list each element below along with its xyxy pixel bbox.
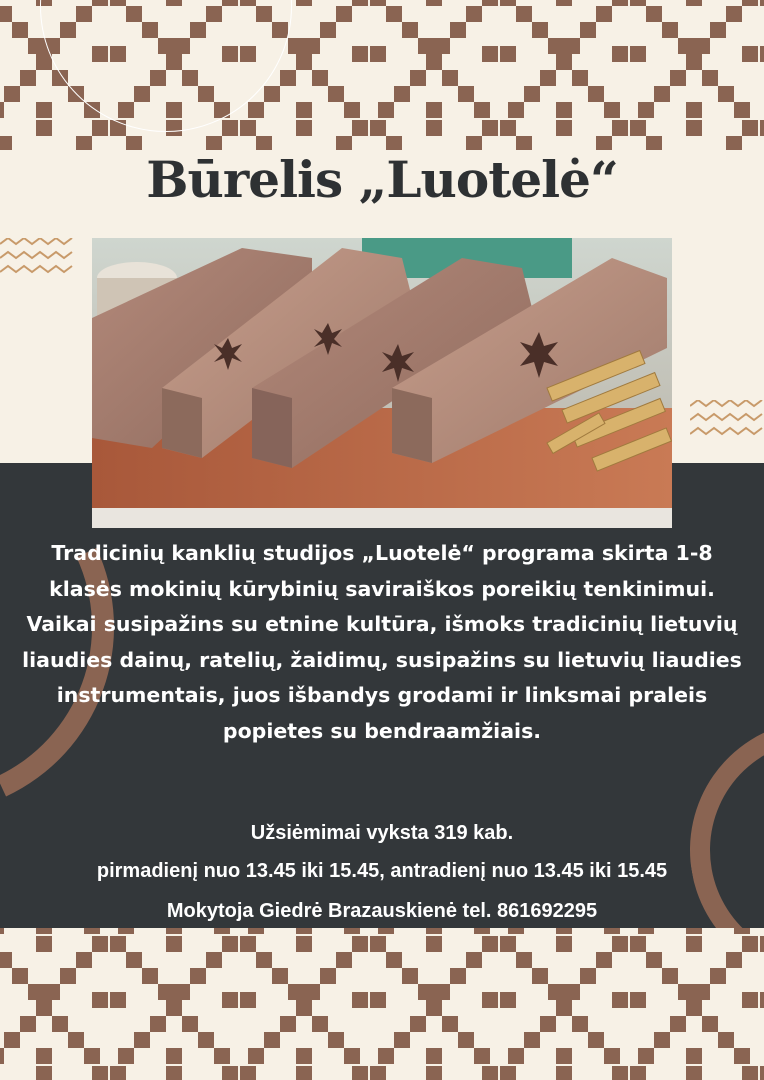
zigzag-ornament-left [0,238,74,284]
location-line: Užsiėmimai vyksta 319 kab. [250,822,514,844]
kankles-photo [92,238,672,528]
schedule-line: pirmadienį nuo 13.45 iki 15.45, antradienį nuo 13.45 iki 15.45 [96,860,668,882]
program-description: Tradicinių kanklių studijos „Luotelė“ programa skirta 1-8 klasės mokinių kūrybinių saviraiškos poreikių tenkinimui. Vaikai susipažins su etnine kultūra, išmoks tradicinių lietuvių liaudies dainų, ratelių, žaidimų, susipažins su lietuvių liaudies instrumentais, juos išbandys grodami ir linksmai praleis popietes su bendraamžiais. [22,541,742,743]
poster-title: Būrelis „Luotelė“ [146,150,618,209]
zigzag-ornament-right [690,400,764,446]
teacher-contact-line: Mokytoja Giedrė Brazauskienė tel. 861692295 [166,900,598,922]
bottom-ornament-band [0,928,764,1080]
